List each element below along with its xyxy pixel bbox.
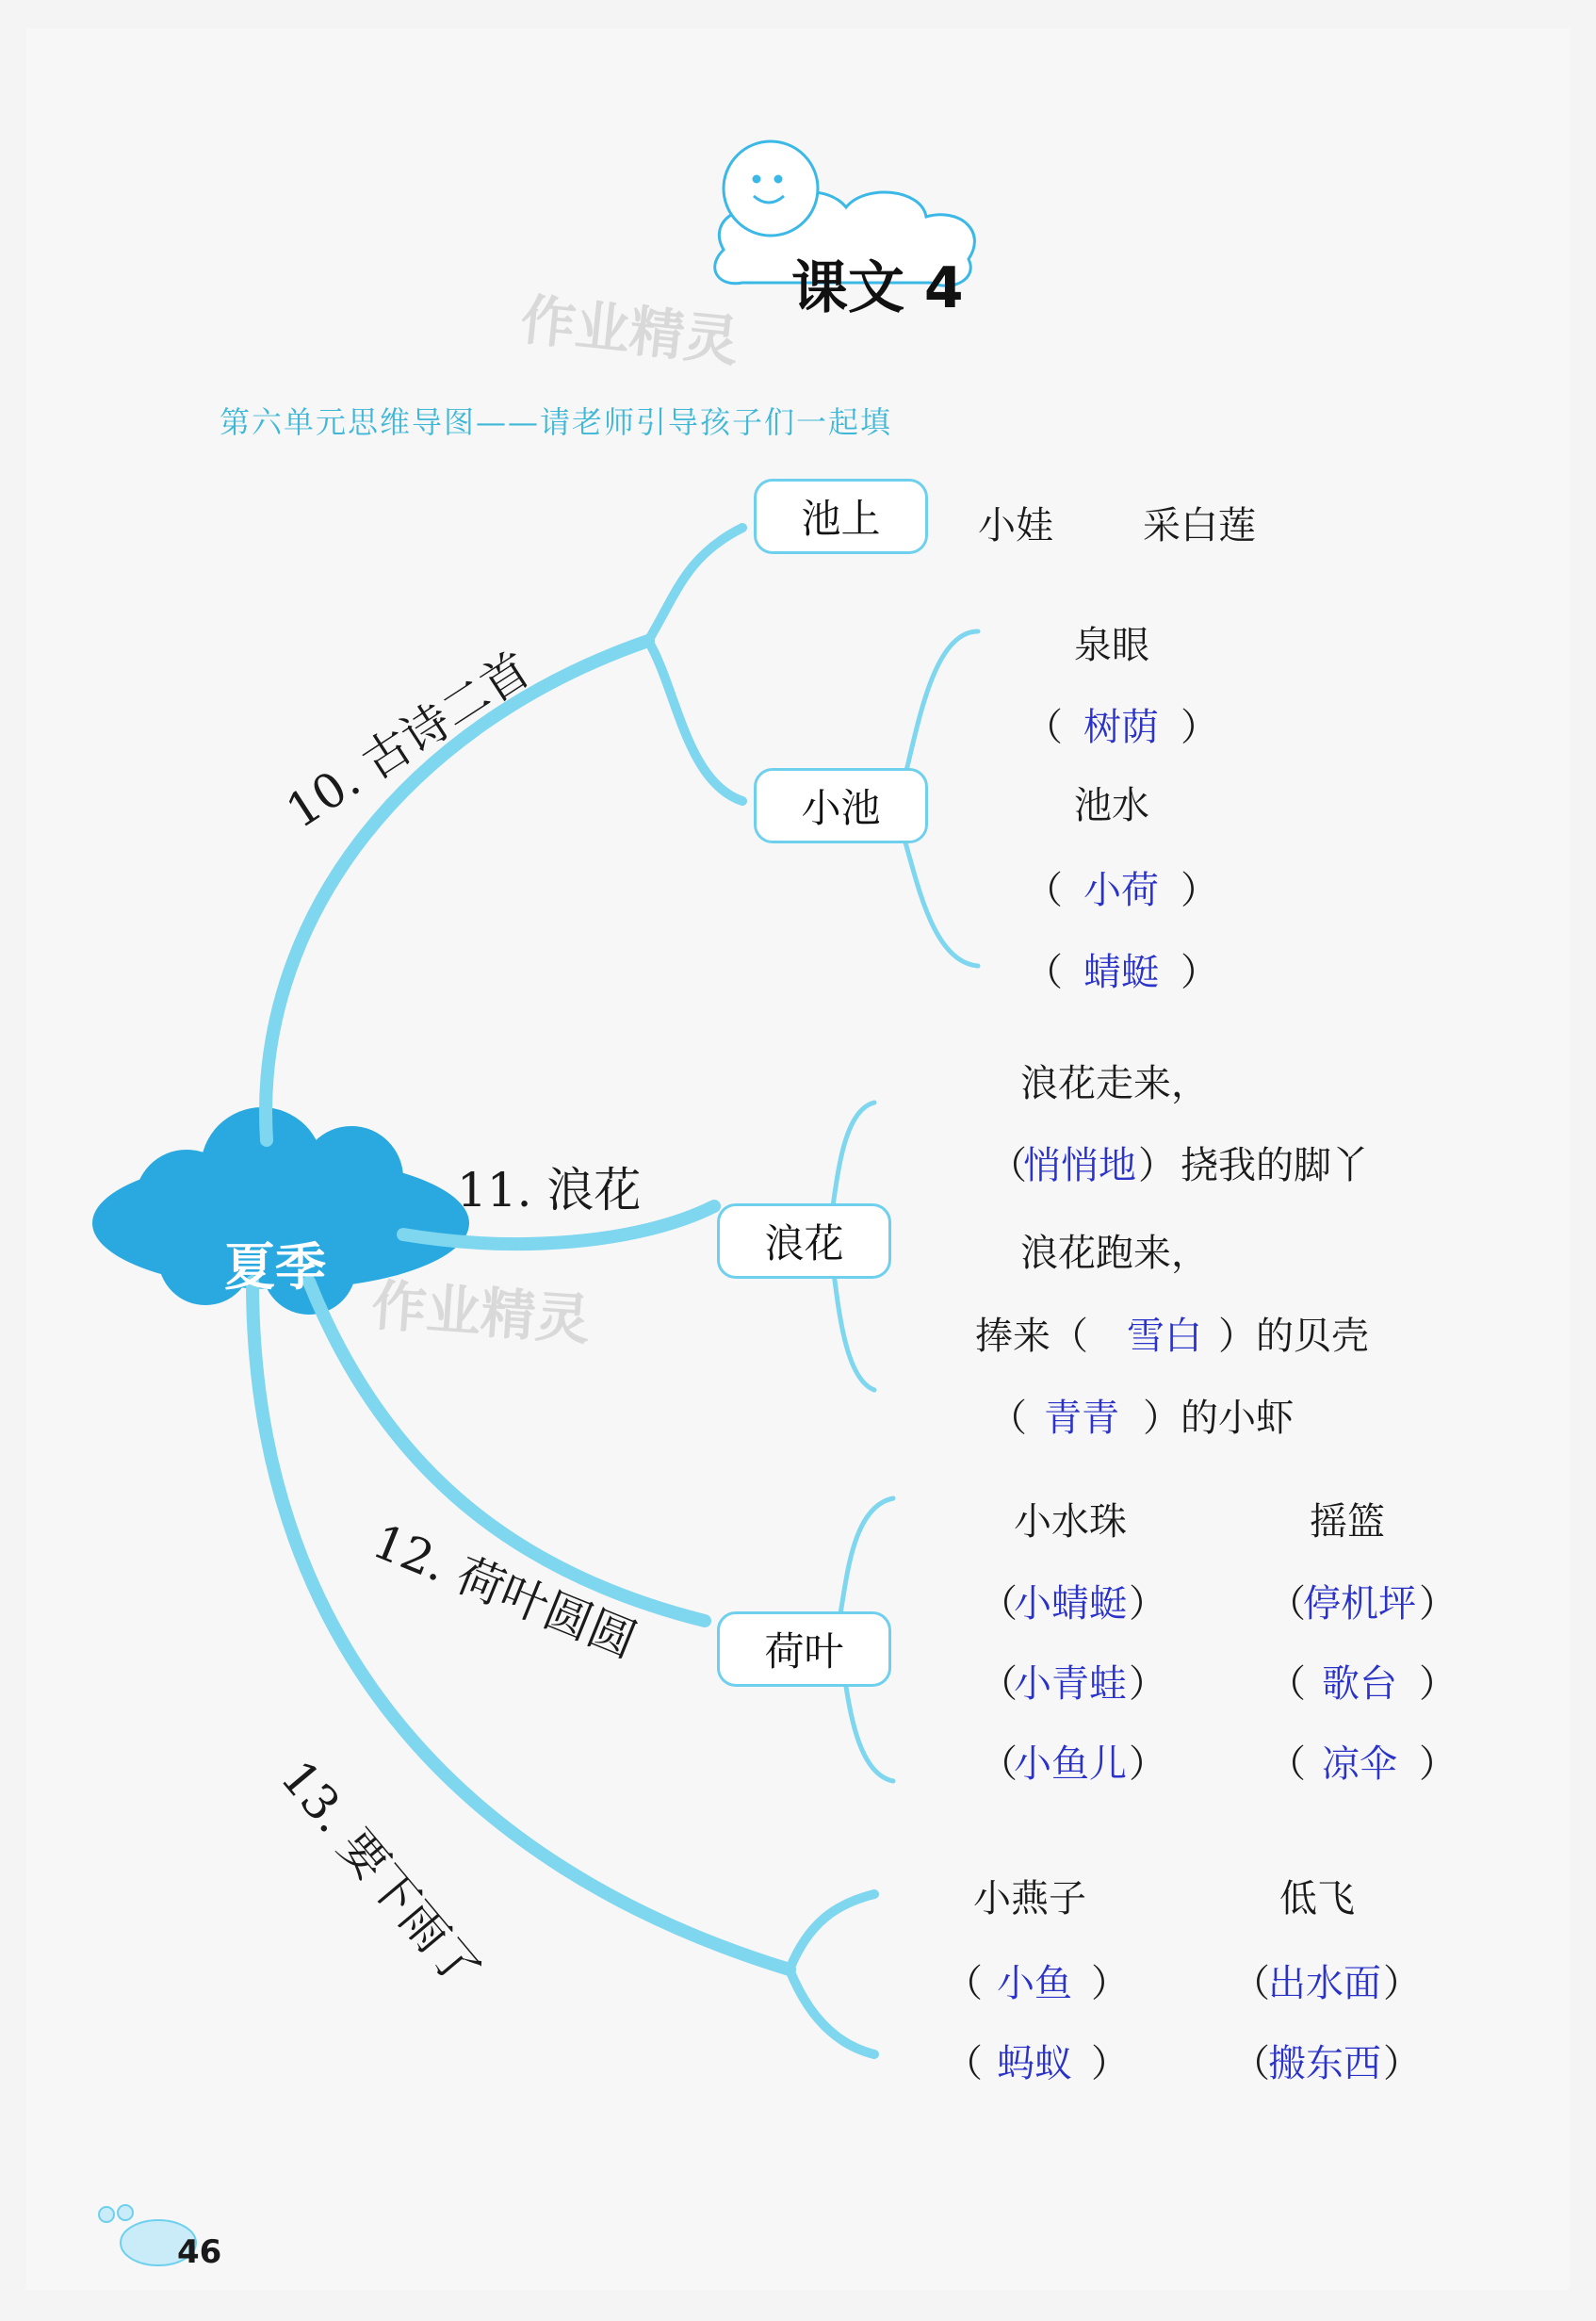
paren-close: ） [1091,2042,1129,2085]
page-subtitle: 第六单元思维导图——请老师引导孩子们一起填 [220,404,893,440]
node-langhua: 浪花 [717,1203,891,1279]
paren-open: （ [945,1962,983,2005]
answer-text: 小荷 [1083,869,1159,912]
center-topic: 夏季 [224,1237,326,1297]
heye-left-head: 小水珠 [1014,1500,1127,1544]
answer-text: 蜻蜓 [1083,951,1159,994]
paren-open: （ [980,1742,1018,1786]
paren-close: ） [1129,1662,1166,1706]
answer-text: 青青 [1044,1397,1119,1440]
branch-10-label: 10. 古诗二首 [276,641,541,840]
langhua-line3: 浪花跑来， [1020,1232,1209,1275]
node-chishang: 池上 [754,479,928,554]
branch-12-label: 12. 荷叶圆圆 [365,1513,644,1669]
answer-text: 树荫 [1083,706,1159,749]
xiaochi-quanyan: 泉眼 [1074,624,1149,667]
answer-text: 歌台 [1322,1662,1397,1706]
answer-text: 停机坪 [1303,1582,1416,1626]
paren-close: ） [1419,1582,1457,1626]
chishang-item: 采白莲 [1143,504,1256,548]
paren-open: （ [1025,951,1063,994]
paren-open: （ [1268,1662,1306,1706]
paren-close: ） [1383,1962,1421,2005]
paren-close: ） [1181,951,1218,994]
answer-text: 雪白 [1127,1315,1202,1358]
answer-text: 小鱼儿 [1014,1742,1127,1786]
xiaochi-chishui: 池水 [1074,784,1149,827]
paren-open: （ [1232,2042,1270,2085]
langhua-line1: 浪花走来， [1020,1062,1209,1105]
answer-text: 出水面 [1268,1962,1381,2005]
answer-text: 凉伞 [1322,1742,1397,1786]
page-title: 课文 4 [791,255,964,321]
paren-close: ） [1419,1742,1457,1786]
langhua-line4-prefix: 捧来（ [975,1315,1088,1358]
chishang-item: 小娃 [978,504,1053,548]
watermark: 作业精灵 [369,1272,593,1352]
paren-open: （ [989,1144,1027,1187]
paren-close: ） [1181,869,1218,912]
watermark: 作业精灵 [517,286,742,374]
heye-right-head: 摇篮 [1310,1500,1385,1544]
node-xiaochi: 小池 [754,768,928,843]
answer-text: 小青蛙 [1014,1662,1127,1706]
worksheet-page [26,28,1570,2290]
node-heye: 荷叶 [717,1611,891,1687]
paren-open: （ [945,2042,983,2085]
branch-11-label: 11. 浪花 [457,1163,642,1218]
paren-close: ） [1419,1662,1457,1706]
paren-open: （ [980,1662,1018,1706]
paren-close: ） [1181,706,1218,749]
paren-open: （ [1025,706,1063,749]
answer-text: 蚂蚁 [997,2042,1072,2085]
paren-open: （ [989,1397,1027,1440]
paren-open: （ [1268,1742,1306,1786]
fork-13 [790,1894,874,2054]
yuxia-right-head: 低飞 [1279,1877,1355,1921]
langhua-line4-suffix: ）的贝壳 [1218,1315,1369,1358]
paren-open: （ [1268,1582,1306,1626]
answer-text: 搬东西 [1268,2042,1381,2085]
answer-text: 小蜻蜓 [1014,1582,1127,1626]
fork-10 [648,528,742,801]
page-number: 46 [177,2233,222,2271]
answer-text: 小鱼 [997,1962,1072,2005]
paren-close: ） [1091,1962,1129,2005]
paren-open: （ [1025,869,1063,912]
paren-close: ） [1129,1582,1166,1626]
paren-open: （ [980,1582,1018,1626]
paren-close: ） [1138,1144,1176,1187]
langhua-line2: 挠我的脚丫 [1181,1144,1369,1187]
paren-close: ） [1383,2042,1421,2085]
langhua-line5-suffix: ）的小虾 [1143,1397,1294,1440]
answer-text: 悄悄地 [1023,1144,1136,1187]
branch-13-label: 13. 要下雨了 [269,1750,491,2000]
paren-close: ） [1129,1742,1166,1786]
paren-open: （ [1232,1962,1270,2005]
yuxia-left-head: 小燕子 [973,1877,1086,1921]
